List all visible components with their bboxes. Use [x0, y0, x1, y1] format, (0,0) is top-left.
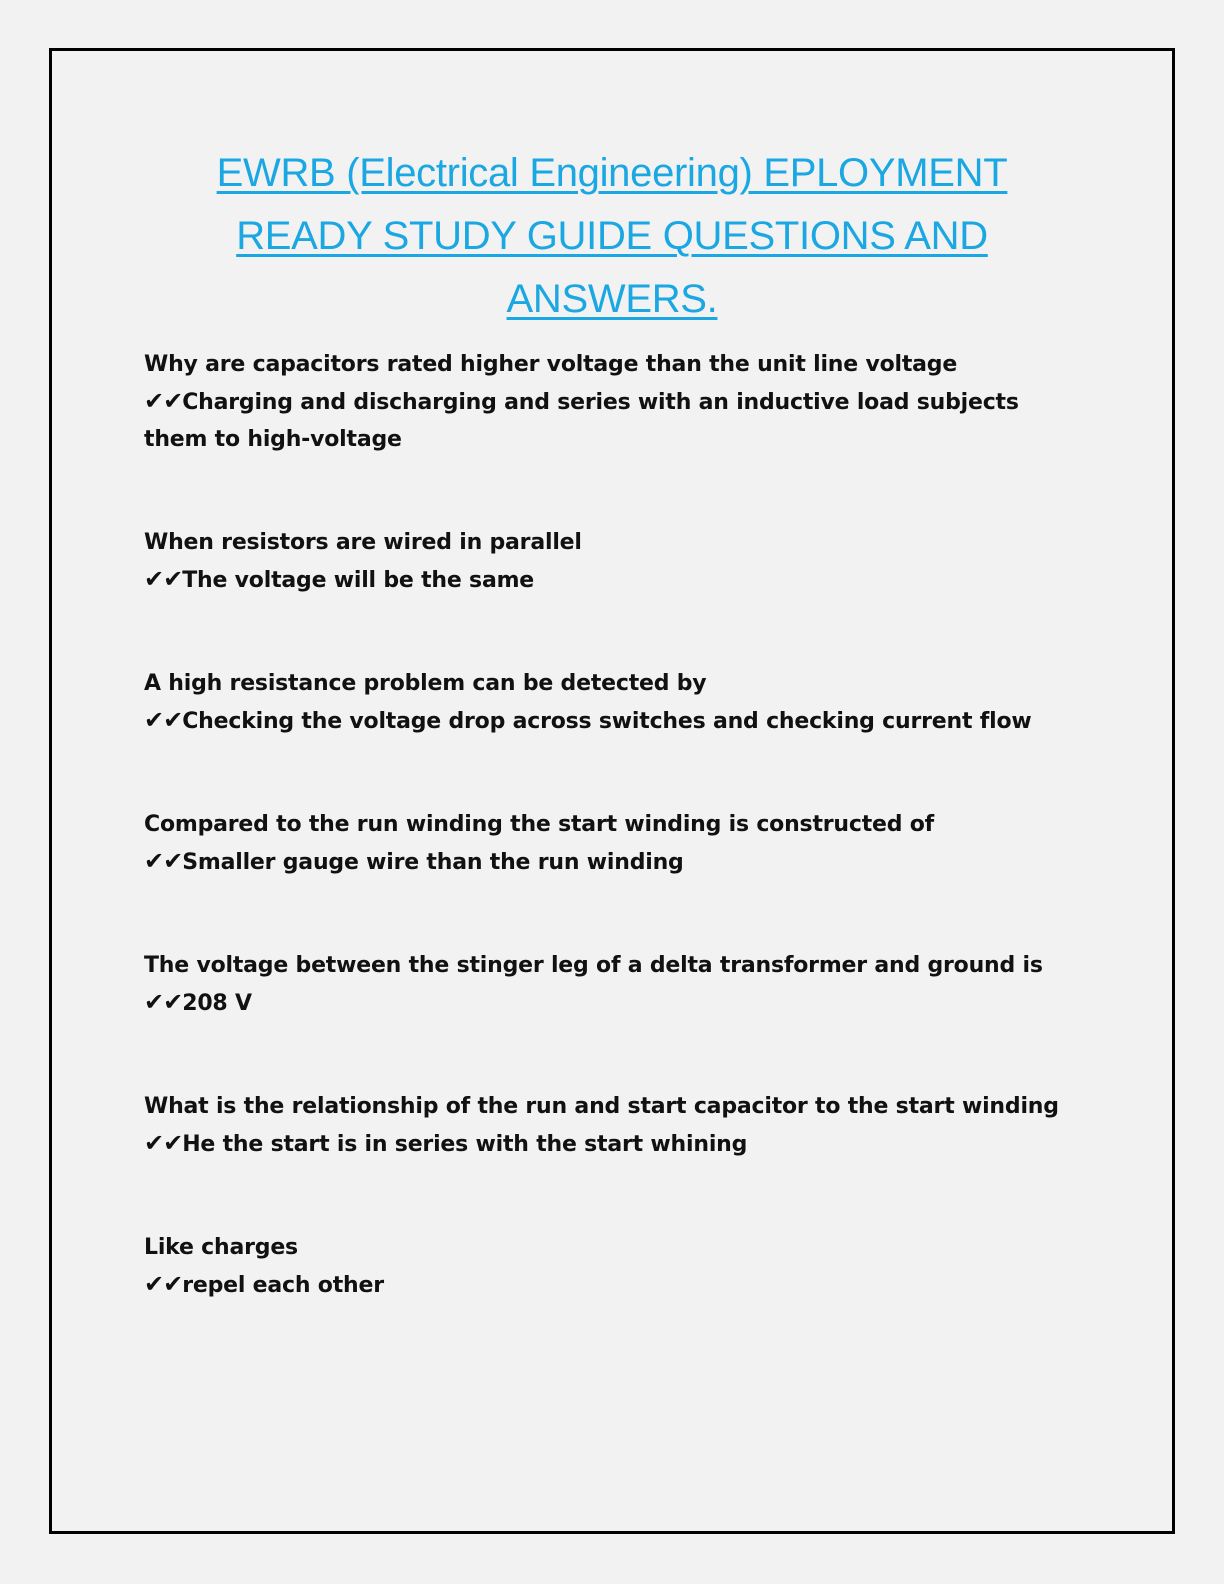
- qa-item: [144, 524, 1074, 599]
- qa-item: [144, 806, 1074, 881]
- question-text: The voltage between the stinger leg of a delta transformer and ground is: [144, 953, 1043, 978]
- answer: [144, 561, 1074, 599]
- question-text: A high resistance problem can be detected by: [144, 671, 707, 696]
- double-check-icon: ✔✔: [144, 565, 183, 593]
- title-line-3: ANSWERS.: [506, 277, 718, 321]
- answer: [144, 843, 1074, 881]
- qa-item: [144, 346, 1074, 458]
- answer-text: He the start is in series with the start whining: [182, 1132, 748, 1157]
- double-check-icon: ✔✔: [144, 988, 183, 1016]
- qa-item: [144, 1229, 1074, 1304]
- title-line-2: READY STUDY GUIDE QUESTIONS AND: [236, 214, 988, 258]
- answer-text: Charging and discharging and series with an inductive load subjects them to high-voltage: [144, 390, 1019, 452]
- question-text: Why are capacitors rated higher voltage than the unit line voltage: [144, 352, 958, 377]
- answer: [144, 702, 1074, 740]
- double-check-icon: ✔✔: [144, 706, 183, 734]
- double-check-icon: ✔✔: [144, 387, 183, 415]
- double-check-icon: ✔✔: [144, 1129, 183, 1157]
- answer-text: repel each other: [182, 1273, 384, 1298]
- qa-item: [144, 1088, 1074, 1163]
- question-text: Like charges: [144, 1235, 298, 1260]
- qa-item: [144, 665, 1074, 740]
- question-text: Compared to the run winding the start winding is constructed of: [144, 812, 935, 837]
- question-text: When resistors are wired in parallel: [144, 530, 582, 555]
- answer: [144, 984, 1074, 1022]
- answer-text: Checking the voltage drop across switches and checking current flow: [182, 709, 1032, 734]
- answer: [144, 1125, 1074, 1163]
- question-text: What is the relationship of the run and start capacitor to the start winding: [144, 1094, 1059, 1119]
- double-check-icon: ✔✔: [144, 847, 183, 875]
- qa-list: [144, 346, 1074, 1370]
- answer-text: The voltage will be the same: [182, 568, 535, 593]
- answer-text: Smaller gauge wire than the run winding: [182, 850, 684, 875]
- qa-item: [144, 947, 1074, 1022]
- title-line-1: EWRB (Electrical Engineering) EPLOYMENT: [216, 151, 1008, 195]
- document-title: [120, 142, 1104, 331]
- answer-text: 208 V: [182, 991, 252, 1016]
- answer: [144, 383, 1074, 458]
- double-check-icon: ✔✔: [144, 1270, 183, 1298]
- answer: [144, 1266, 1074, 1304]
